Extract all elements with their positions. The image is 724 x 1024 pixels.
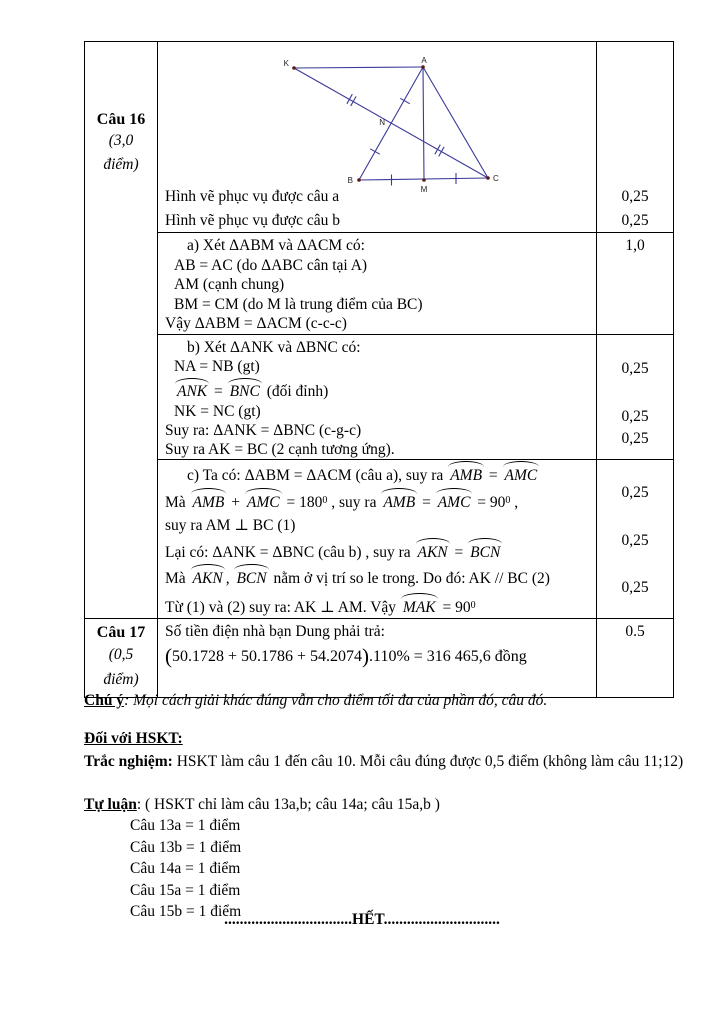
q16-points-2: điểm) [103,156,139,173]
q17-content-cell [158,619,597,698]
proof-line: Suy ra AK = BC (2 cạnh tương ứng). [165,441,395,458]
list-item: Câu 15b = 1 điểm [130,903,242,920]
het-footer: .................................HẾT.............................. [224,911,500,928]
score-b-1: 0,25 [621,360,649,377]
figure-caption-a: Hình vẽ phục vụ được câu a [165,188,340,205]
proof-line: suy ra AM ⊥ BC (1) [165,517,296,534]
q16-section-b-row [85,335,674,460]
trac-nghiem-label: Trắc nghiệm: [84,753,173,770]
score-c-3: 0,25 [621,579,649,596]
proof-line: BM = CM (do M là trung điểm của BC) [174,295,423,313]
proof-line: b) Xét ΔANK và ΔBNC có: [187,339,361,356]
q17-points-1: (0,5 [108,646,134,663]
proof-line: a) Xét ΔABM và ΔACM có: [187,237,365,254]
tick-NC-1 [435,145,440,155]
q16-section-b-cell [158,335,597,460]
proof-line: c) Ta có: ΔABM = ΔACM (câu a), suy ra AMB = AMC [165,465,590,486]
q16-section-c-score-cell [597,460,674,619]
q16-section-a-cell [158,233,597,335]
list-item: Câu 13a = 1 điểm [130,817,241,834]
proof-line: AB = AC (do ΔABC cân tại A) [174,256,368,274]
point-A [421,65,425,69]
proof-line: NK = NC (gt) [174,403,261,420]
q16-figure-row [85,42,674,233]
q16-label-cell [85,42,158,619]
point-C [486,176,490,180]
proof-line: ANK = BNC (đối đỉnh) [165,376,590,402]
tu-luan-text: : ( HSKT chỉ làm câu 13a,b; câu 14a; câu 15a,b ) [136,796,440,813]
list-item: Câu 14a = 1 điểm [130,860,241,877]
point-M [422,178,426,182]
q16-section-a-score-cell [597,233,674,335]
score-c-2: 0,25 [621,532,649,549]
point-B [357,178,361,182]
proof-line: AM (cạnh chung) [174,276,285,293]
q16-number: Câu 16 [96,111,146,128]
label-N: N [379,118,385,127]
q17-score-cell [597,619,674,698]
label-M: M [420,185,428,194]
tick-NB [370,149,380,154]
q17-row [85,619,674,698]
score-section-a: 1,0 [625,237,645,254]
score-figure-b: 0,25 [621,212,649,229]
q16-figure-score-cell [597,42,674,233]
hskt-tu-luan [84,795,684,814]
segment-AB [359,67,423,180]
proof-line: Từ (1) và (2) suy ra: AK ⊥ AM. Vậy MAK = $90^0$ [165,599,476,616]
hskt-score-list [130,815,724,923]
q17-points-2: điểm) [103,671,139,688]
list-item: Câu 15a = 1 điểm [130,881,241,899]
score-b-3: 0,25 [621,430,649,447]
proof-line: Lại có: ΔANK = ΔBNC (câu b) , suy ra AKN = BCN [165,542,590,563]
figure-caption-b: Hình vẽ phục vụ được câu b [165,212,340,229]
note-chu-y [84,691,684,710]
proof-line: NA = NB (gt) [174,358,260,375]
geometry-figure [281,54,503,196]
segment-KA [294,67,423,68]
label-B: B [347,176,353,185]
q17-formula: (50.1728 + 50.1786 + 54.2074).110% = 316 465,6 đồng [165,644,527,668]
label-K: K [283,59,289,68]
score-figure-a: 0,25 [621,188,649,205]
score-q17: 0.5 [625,623,645,640]
hskt-title: Đối với HSKT: [84,730,183,747]
tick-NC-2 [439,147,444,157]
label-C: C [493,174,499,183]
q16-section-b-score-cell [597,335,674,460]
label-A: A [421,56,427,65]
hskt-trac-nghiem [84,751,684,772]
q16-section-c-cell [158,460,597,619]
q17-intro: Số tiền điện nhà bạn Dung phải trả: [165,623,385,640]
chu-y-label: Chú ý [84,692,125,709]
q16-points-1: (3,0 [108,132,134,149]
q16-figure-cell [158,42,597,233]
tu-luan-label: Tự luận [84,796,137,813]
q17-number: Câu 17 [96,624,146,641]
segment-AC [423,67,488,178]
trac-nghiem-text: HSKT làm câu 1 đến câu 10. Mỗi câu đúng được 0,5 điểm (không làm câu 11;12) [172,753,684,770]
chu-y-text: : Mọi cách giải khác đúng vẫn cho điểm tối đa của phần đó, câu đó. [124,692,548,709]
q16-section-a-row [85,233,674,335]
list-item: Câu 13b = 1 điểm [130,838,242,856]
q17-label-cell [85,619,158,698]
segment-AM [423,67,424,180]
proof-line: Suy ra: ΔANK = ΔBNC (c-g-c) [165,422,362,439]
q16-section-c-row [85,460,674,619]
proof-line: Mà AMB + AMC = $180^0$ , suy ra AMB = AMC = $90^0$ , [165,494,519,511]
score-b-2: 0,25 [621,408,649,425]
rubric-table [84,41,674,698]
score-c-1: 0,25 [621,484,649,501]
proof-line: Mà AKN , BCN nằm ở vị trí so le trong. Do đó: AK // BC (2) [165,570,550,587]
proof-line: Vậy ΔABM = ΔACM (c-c-c) [165,315,347,332]
point-K [292,66,296,70]
